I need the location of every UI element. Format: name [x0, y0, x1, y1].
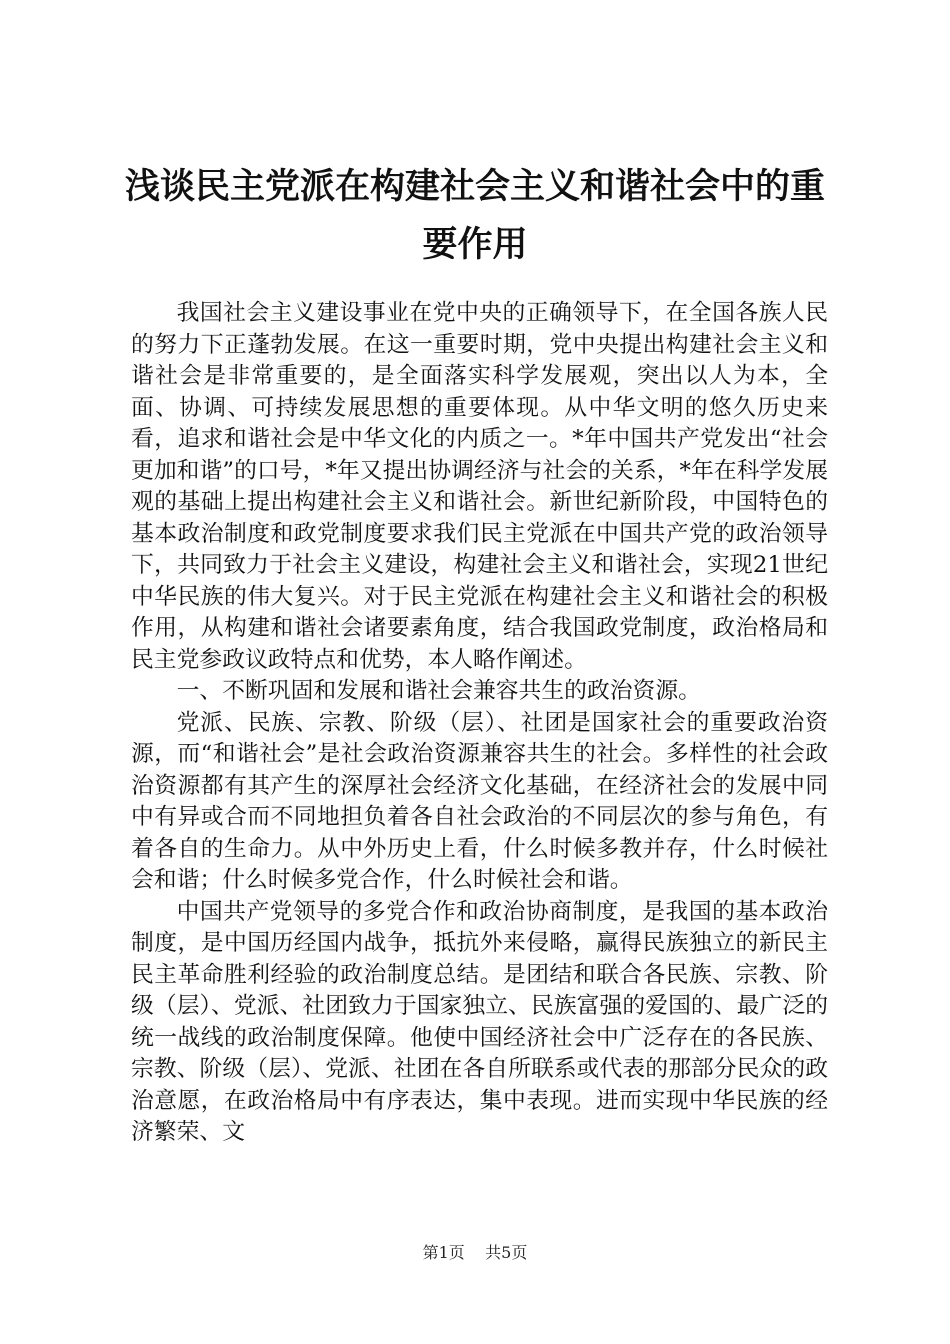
page-total: 共5页: [485, 1243, 528, 1262]
page-footer: [0, 1243, 950, 1263]
paragraph-multiparty-cooperation: 中国共产党领导的多党合作和政治协商制度，是我国的基本政治制度，是中国历经国内战争，抵抗外来侵略，赢得民族独立的新民主民主革命胜利经验的政治制度总结。是团结和联合各民族、宗教、阶级（层）、党派、社团致力于国家独立、民族富强的爱国的、最广泛的统一战线的政治制度保障。他使中国经济社会中广泛存在的各民族、宗教、阶级（层）、党派、社团在各自所联系或代表的那部分民众的政治意愿，在政治格局中有序表达，集中表现。进而实现中华民族的经济繁荣、文: [131, 898, 828, 1145]
page-gap: [470, 1243, 480, 1263]
paragraph-political-resources: 党派、民族、宗教、阶级（层）、社团是国家社会的重要政治资源，而“和谐社会”是社会政治资源兼容共生的社会。多样性的社会政治资源都有其产生的深厚社会经济文化基础，在经济社会的发展中同中有异或合而不同地担负着各自社会政治的不同层次的参与角色，有着各自的生命力。从中外历史上看，什么时候多教并存，什么时候社会和谐；什么时候多党合作，什么时候社会和谐。: [131, 709, 828, 893]
paragraph-intro: 我国社会主义建设事业在党中央的正确领导下，在全国各族人民的努力下正蓬勃发展。在这一重要时期，党中央提出构建社会主义和谐社会是非常重要的，是全面落实科学发展观，突出以人为本，全面、协调、可持续发展思想的重要体现。从中华文明的悠久历史来看，追求和谐社会是中华文化的内质之一。*年中国共产党发出“社会更加和谐”的口号，*年又提出协调经济与社会的关系，*年在科学发展观的基础上提出构建社会主义和谐社会。新世纪新阶段，中国特色的基本政治制度和政党制度要求我们民主党派在中国共产党的政治领导下，共同致力于社会主义建设，构建社会主义和谐社会，实现21世纪中华民族的伟大复兴。对于民主党派在构建社会主义和谐社会的积极作用，从构建和谐社会诸要素角度，结合我国政党制度，政治格局和民主党参政议政特点和优势，本人略作阐述。: [131, 300, 828, 673]
section-heading-one: 一、不断巩固和发展和谐社会兼容共生的政治资源。: [176, 678, 701, 704]
page-number: 第1页: [422, 1243, 465, 1262]
document-title: 浅谈民主党派在构建社会主义和谐社会中的重要作用: [124, 166, 825, 265]
document-body: [131, 298, 828, 1149]
